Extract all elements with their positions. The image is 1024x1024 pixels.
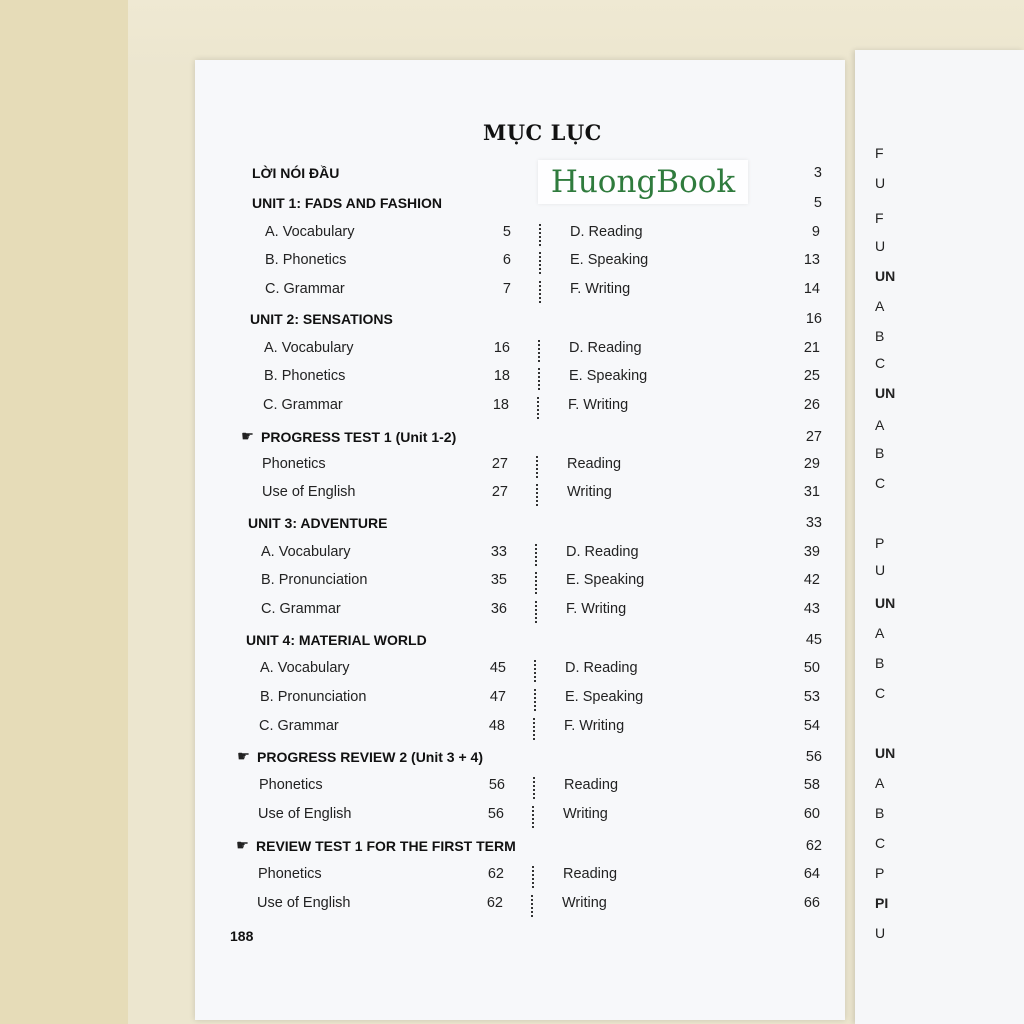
toc-row	[0, 718, 1024, 742]
toc-left-item: Phonetics	[259, 777, 323, 793]
toc-heading-page: 5	[813, 195, 822, 211]
dotted-separator	[535, 572, 537, 594]
toc-left-page: 36	[490, 601, 507, 617]
next-page-fragment: U	[875, 925, 886, 941]
toc-left-item: A. Vocabulary	[260, 660, 350, 676]
next-page-fragment: A	[875, 775, 885, 791]
toc-row	[0, 660, 1024, 684]
toc-heading: UNIT 1: FADS AND FASHION	[252, 195, 443, 211]
toc-row	[0, 515, 1024, 539]
toc-right-item: Writing	[567, 484, 612, 500]
toc-left-page: 16	[493, 340, 510, 356]
toc-heading: UNIT 4: MATERIAL WORLD	[246, 632, 427, 648]
toc-row	[0, 281, 1024, 305]
toc-right-page: 66	[803, 895, 820, 911]
dotted-separator	[531, 895, 533, 917]
toc-row	[0, 806, 1024, 830]
toc-row	[0, 749, 1024, 773]
dotted-separator	[538, 340, 540, 362]
toc-right-item: Reading	[567, 456, 622, 472]
toc-right-page: 60	[803, 806, 820, 822]
toc-row	[0, 601, 1024, 625]
toc-row	[0, 340, 1024, 364]
toc-row	[0, 632, 1024, 656]
toc-right-page: 9	[811, 224, 820, 240]
toc-row	[0, 689, 1024, 713]
toc-right-item: Writing	[563, 806, 608, 822]
toc-right-page: 25	[803, 368, 820, 384]
next-page-fragment: C	[875, 355, 886, 371]
toc-right-page: 39	[803, 544, 820, 560]
dotted-separator	[532, 806, 534, 828]
toc-left-page: 47	[489, 689, 506, 705]
next-page-fragment: P	[875, 865, 885, 881]
toc-heading-page: 16	[805, 311, 822, 327]
toc-heading: PROGRESS TEST 1 (Unit 1-2)	[261, 429, 457, 445]
watermark-label: HuongBook	[538, 160, 748, 204]
toc-row	[0, 195, 1024, 219]
next-page-fragment: UN	[875, 268, 896, 284]
dotted-separator	[532, 866, 534, 888]
toc-right-item: F. Writing	[564, 718, 625, 734]
toc-row	[0, 838, 1024, 862]
toc-left-page: 56	[487, 806, 504, 822]
toc-right-item: E. Speaking	[569, 368, 648, 384]
toc-heading-page: 62	[805, 838, 822, 854]
next-page-fragment: PI	[875, 895, 889, 911]
toc-right-page: 14	[803, 281, 820, 297]
toc-row	[0, 544, 1024, 568]
toc-left-page: 56	[488, 777, 505, 793]
toc-right-item: E. Speaking	[566, 572, 645, 588]
next-page-fragment: C	[875, 685, 886, 701]
toc-heading-page: 33	[805, 515, 822, 531]
toc-left-page: 18	[493, 368, 510, 384]
toc-right-item: E. Speaking	[570, 252, 649, 268]
dotted-separator	[535, 601, 537, 623]
dotted-separator	[538, 368, 540, 390]
dotted-separator	[536, 456, 538, 478]
toc-left-item: A. Vocabulary	[261, 544, 351, 560]
toc-row	[0, 311, 1024, 335]
toc-heading: UNIT 2: SENSATIONS	[250, 311, 393, 327]
next-page-fragment: P	[875, 535, 885, 551]
toc-left-item: Use of English	[262, 484, 356, 500]
toc-left-item: Use of English	[258, 806, 352, 822]
toc-row	[0, 224, 1024, 248]
toc-left-item: B. Pronunciation	[261, 572, 368, 588]
pointing-hand-icon: ☛	[236, 838, 249, 854]
next-page-fragment: F	[875, 145, 884, 161]
next-page-fragment: A	[875, 625, 885, 641]
toc-left-page: 62	[487, 866, 504, 882]
page-title: MỤC LỤC	[483, 120, 602, 145]
toc-row	[0, 866, 1024, 890]
toc-right-page: 13	[803, 252, 820, 268]
toc-left-item: Phonetics	[258, 866, 322, 882]
toc-right-page: 64	[803, 866, 820, 882]
toc-row	[0, 165, 1024, 189]
next-page-fragment: F	[875, 210, 884, 226]
toc-right-page: 50	[803, 660, 820, 676]
next-page-fragment: U	[875, 562, 886, 578]
next-page-fragment: UN	[875, 595, 896, 611]
toc-right-page: 21	[803, 340, 820, 356]
toc-right-item: F. Writing	[566, 601, 627, 617]
toc-right-item: Reading	[563, 866, 618, 882]
dotted-separator	[539, 252, 541, 274]
toc-row	[0, 429, 1024, 453]
toc-left-page: 33	[490, 544, 507, 560]
pointing-hand-icon: ☛	[237, 749, 250, 765]
toc-row	[0, 572, 1024, 596]
toc-row	[0, 777, 1024, 801]
toc-heading: REVIEW TEST 1 FOR THE FIRST TERM	[256, 838, 516, 854]
toc-left-page: 5	[502, 224, 511, 240]
page-number: 188	[230, 928, 254, 944]
toc-right-item: Reading	[564, 777, 619, 793]
toc-right-page: 31	[803, 484, 820, 500]
toc-left-item: C. Grammar	[263, 397, 343, 413]
next-page-fragment: C	[875, 475, 886, 491]
toc-left-item: B. Phonetics	[265, 252, 347, 268]
toc-left-item: A. Vocabulary	[265, 224, 355, 240]
toc-right-item: D. Reading	[570, 224, 643, 240]
toc-left-item: C. Grammar	[259, 718, 339, 734]
toc-heading: LỜI NÓI ĐẦU	[252, 165, 340, 181]
toc-left-item: B. Phonetics	[264, 368, 346, 384]
next-page-fragment: B	[875, 445, 885, 461]
toc-left-item: A. Vocabulary	[264, 340, 354, 356]
toc-row	[0, 484, 1024, 508]
toc-left-page: 35	[490, 572, 507, 588]
toc-right-page: 43	[803, 601, 820, 617]
next-page-fragment: C	[875, 835, 886, 851]
next-page-fragment: UN	[875, 385, 896, 401]
toc-heading: PROGRESS REVIEW 2 (Unit 3 + 4)	[257, 749, 483, 765]
dotted-separator	[535, 544, 537, 566]
next-page-fragment: B	[875, 328, 885, 344]
toc-heading-page: 56	[805, 749, 822, 765]
toc-left-page: 27	[491, 484, 508, 500]
next-page-fragment: B	[875, 805, 885, 821]
next-page-fragment: U	[875, 238, 886, 254]
toc-right-page: 42	[803, 572, 820, 588]
toc-heading-page: 45	[805, 632, 822, 648]
dotted-separator	[537, 397, 539, 419]
toc-left-item: C. Grammar	[265, 281, 345, 297]
toc-left-page: 45	[489, 660, 506, 676]
toc-right-item: F. Writing	[570, 281, 631, 297]
toc-left-page: 7	[502, 281, 511, 297]
dotted-separator	[533, 777, 535, 799]
dotted-separator	[539, 281, 541, 303]
toc-left-item: Use of English	[257, 895, 351, 911]
next-page-fragment: UN	[875, 745, 896, 761]
toc-row	[0, 368, 1024, 392]
toc-left-page: 48	[488, 718, 505, 734]
dotted-separator	[533, 718, 535, 740]
pointing-hand-icon: ☛	[241, 429, 254, 445]
next-page-fragment: B	[875, 655, 885, 671]
toc-left-item: Phonetics	[262, 456, 326, 472]
dotted-separator	[536, 484, 538, 506]
toc-right-page: 58	[803, 777, 820, 793]
toc-left-item: C. Grammar	[261, 601, 341, 617]
toc-left-page: 62	[486, 895, 503, 911]
toc-row	[0, 456, 1024, 480]
toc-left-page: 6	[502, 252, 511, 268]
toc-right-item: D. Reading	[569, 340, 642, 356]
toc-right-item: Writing	[562, 895, 607, 911]
toc-right-page: 53	[803, 689, 820, 705]
toc-row	[0, 252, 1024, 276]
toc-right-item: D. Reading	[566, 544, 639, 560]
toc-left-page: 18	[492, 397, 509, 413]
dotted-separator	[534, 689, 536, 711]
dotted-separator	[539, 224, 541, 246]
next-page-fragment: A	[875, 417, 885, 433]
toc-right-item: E. Speaking	[565, 689, 644, 705]
toc-row	[0, 397, 1024, 421]
toc-heading: UNIT 3: ADVENTURE	[248, 515, 388, 531]
toc-right-item: D. Reading	[565, 660, 638, 676]
toc-right-page: 29	[803, 456, 820, 472]
toc-row	[0, 895, 1024, 919]
toc-right-page: 54	[803, 718, 820, 734]
dotted-separator	[534, 660, 536, 682]
next-page-fragment: A	[875, 298, 885, 314]
toc-heading-page: 3	[813, 165, 822, 181]
next-page-fragment: U	[875, 175, 886, 191]
toc-right-item: F. Writing	[568, 397, 629, 413]
toc-heading-page: 27	[805, 429, 822, 445]
toc-left-item: B. Pronunciation	[260, 689, 367, 705]
toc-left-page: 27	[491, 456, 508, 472]
toc-right-page: 26	[803, 397, 820, 413]
